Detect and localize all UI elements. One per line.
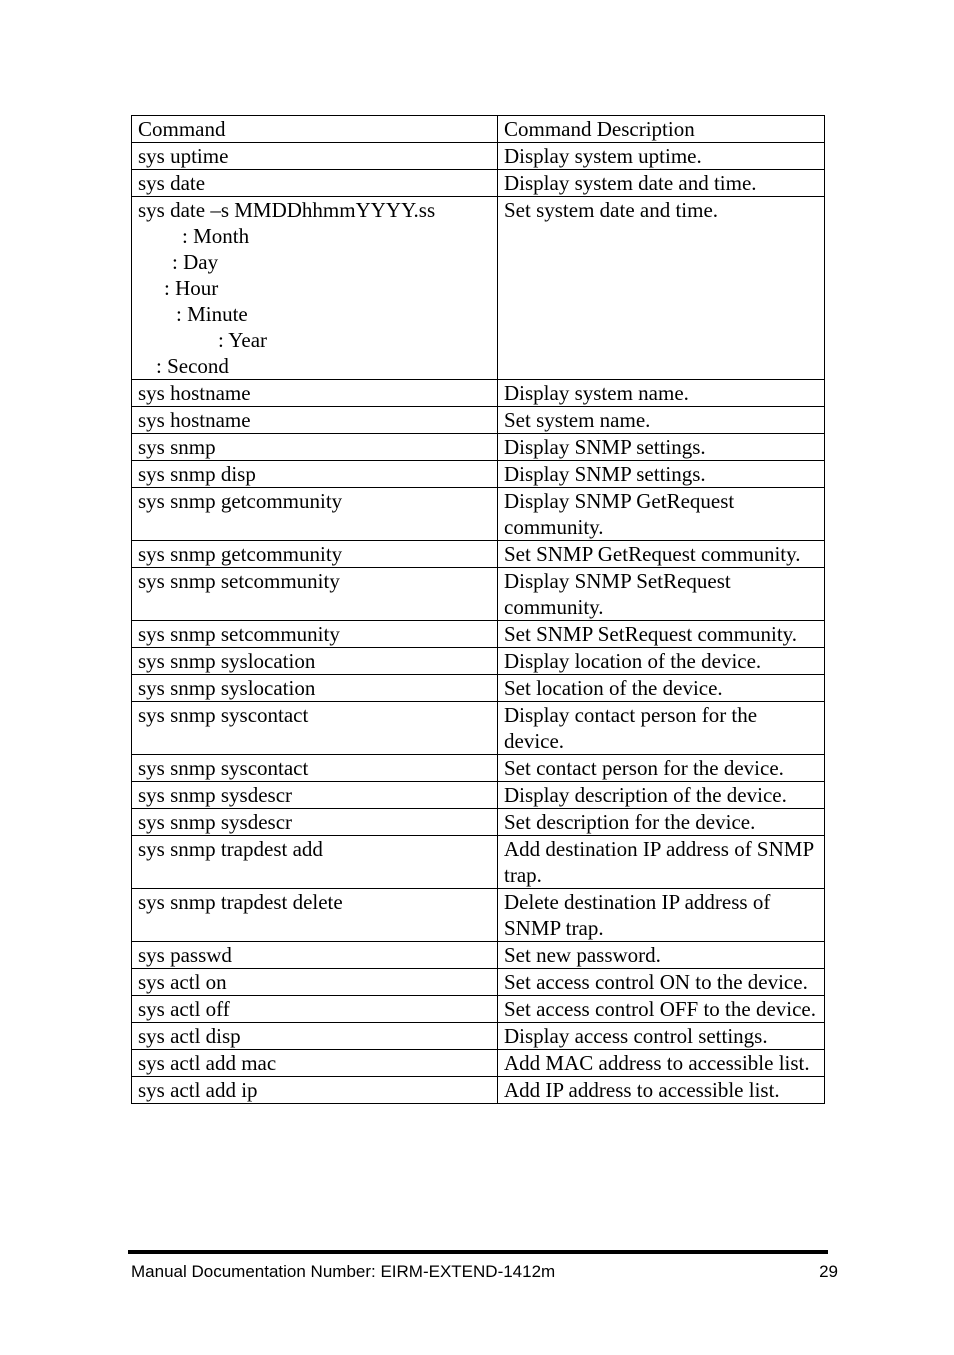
command-text: sys passwd: [138, 943, 232, 967]
description-cell: Display SNMP GetRequest community.: [498, 488, 825, 541]
command-text: sys actl disp: [138, 1024, 241, 1048]
command-cell: [132, 143, 498, 170]
command-subpart: : Month: [182, 224, 250, 248]
command-cell: [132, 969, 498, 996]
header-command: Command: [132, 116, 498, 143]
command-table: [131, 115, 825, 1104]
footer-doc-number: Manual Documentation Number: EIRM-EXTEND-1412m: [131, 1262, 556, 1281]
table-row: [132, 568, 825, 621]
table-row: [132, 461, 825, 488]
command-text: sys snmp setcommunity: [138, 569, 340, 593]
description-cell: Delete destination IP address of SNMP trap.: [498, 889, 825, 942]
command-cell: [132, 541, 498, 568]
description-cell: Add MAC address to accessible list.: [498, 1050, 825, 1077]
command-text: sys actl add mac: [138, 1051, 277, 1075]
command-text: sys snmp syscontact: [138, 756, 309, 780]
table-row: [132, 541, 825, 568]
table-row: [132, 836, 825, 889]
command-text: sys snmp disp: [138, 462, 256, 486]
command-cell: [132, 809, 498, 836]
table-row: [132, 380, 825, 407]
command-text: sys actl off: [138, 997, 230, 1021]
table-row: [132, 969, 825, 996]
command-text: sys uptime: [138, 144, 229, 168]
description-cell: Display access control settings.: [498, 1023, 825, 1050]
table-row: [132, 809, 825, 836]
command-cell: [132, 568, 498, 621]
description-cell: Set access control OFF to the device.: [498, 996, 825, 1023]
command-cell: [132, 1077, 498, 1104]
command-text: sys hostname: [138, 381, 251, 405]
table-row: [132, 621, 825, 648]
command-text: sys snmp syslocation: [138, 649, 316, 673]
description-cell: Set SNMP GetRequest community.: [498, 541, 825, 568]
description-cell: Set contact person for the device.: [498, 755, 825, 782]
command-text: sys actl add ip: [138, 1078, 258, 1102]
description-cell: Set access control ON to the device.: [498, 969, 825, 996]
command-text: sys date –s MMDDhhmmYYYY.ss: [138, 198, 436, 222]
footer-divider: [128, 1250, 828, 1254]
command-subpart: : Hour: [164, 276, 219, 300]
command-cell: [132, 996, 498, 1023]
command-cell: [132, 1023, 498, 1050]
command-text: sys date: [138, 171, 206, 195]
table-row: [132, 197, 825, 380]
footer-page-number: 29: [819, 1262, 838, 1281]
description-cell: Set description for the device.: [498, 809, 825, 836]
command-cell: [132, 1050, 498, 1077]
description-cell: Set system name.: [498, 407, 825, 434]
command-cell: [132, 488, 498, 541]
command-subpart: : Minute: [176, 302, 248, 326]
command-cell: [132, 407, 498, 434]
table-row: [132, 434, 825, 461]
command-text: sys snmp trapdest delete: [138, 890, 343, 914]
description-cell: Display system uptime.: [498, 143, 825, 170]
command-text: sys snmp getcommunity: [138, 542, 343, 566]
command-text: sys snmp syslocation: [138, 676, 316, 700]
description-cell: Add destination IP address of SNMP trap.: [498, 836, 825, 889]
command-cell: [132, 197, 498, 380]
table-body: [132, 143, 825, 1104]
table-row: [132, 648, 825, 675]
command-text: sys snmp sysdescr: [138, 810, 293, 834]
table-header-row: [132, 116, 825, 143]
table-row: [132, 170, 825, 197]
description-cell: Display description of the device.: [498, 782, 825, 809]
table-row: [132, 675, 825, 702]
table-row: [132, 143, 825, 170]
table-row: [132, 488, 825, 541]
table-row: [132, 1077, 825, 1104]
description-cell: Set location of the device.: [498, 675, 825, 702]
description-cell: Add IP address to accessible list.: [498, 1077, 825, 1104]
command-cell: [132, 889, 498, 942]
command-subpart: : Second: [156, 354, 229, 378]
command-cell: [132, 702, 498, 755]
description-cell: Display system name.: [498, 380, 825, 407]
command-text: sys snmp getcommunity: [138, 489, 343, 513]
command-text: sys snmp setcommunity: [138, 622, 340, 646]
table-row: [132, 942, 825, 969]
command-text: sys snmp trapdest add: [138, 837, 323, 861]
command-subpart: : Year: [218, 328, 268, 352]
description-cell: Display system date and time.: [498, 170, 825, 197]
description-cell: Set system date and time.: [498, 197, 825, 380]
command-cell: [132, 836, 498, 889]
table-row: [132, 755, 825, 782]
command-subpart: : Day: [172, 250, 219, 274]
command-cell: [132, 380, 498, 407]
command-text: sys snmp: [138, 435, 216, 459]
table-row: [132, 996, 825, 1023]
description-cell: Display SNMP SetRequest community.: [498, 568, 825, 621]
command-text: sys snmp syscontact: [138, 703, 309, 727]
table-row: [132, 1023, 825, 1050]
command-text: sys actl on: [138, 970, 227, 994]
command-cell: [132, 170, 498, 197]
command-text: sys hostname: [138, 408, 251, 432]
description-cell: Set SNMP SetRequest community.: [498, 621, 825, 648]
command-cell: [132, 648, 498, 675]
command-cell: [132, 434, 498, 461]
table-row: [132, 407, 825, 434]
command-cell: [132, 782, 498, 809]
table-row: [132, 1050, 825, 1077]
table-row: [132, 782, 825, 809]
command-cell: [132, 621, 498, 648]
table-row: [132, 702, 825, 755]
command-cell: [132, 942, 498, 969]
description-cell: Display contact person for the device.: [498, 702, 825, 755]
description-cell: Display SNMP settings.: [498, 461, 825, 488]
header-command-description: Command Description: [498, 116, 825, 143]
description-cell: Display location of the device.: [498, 648, 825, 675]
table-row: [132, 889, 825, 942]
description-cell: Display SNMP settings.: [498, 434, 825, 461]
command-cell: [132, 755, 498, 782]
command-cell: [132, 675, 498, 702]
command-text: sys snmp sysdescr: [138, 783, 293, 807]
description-cell: Set new password.: [498, 942, 825, 969]
command-cell: [132, 461, 498, 488]
